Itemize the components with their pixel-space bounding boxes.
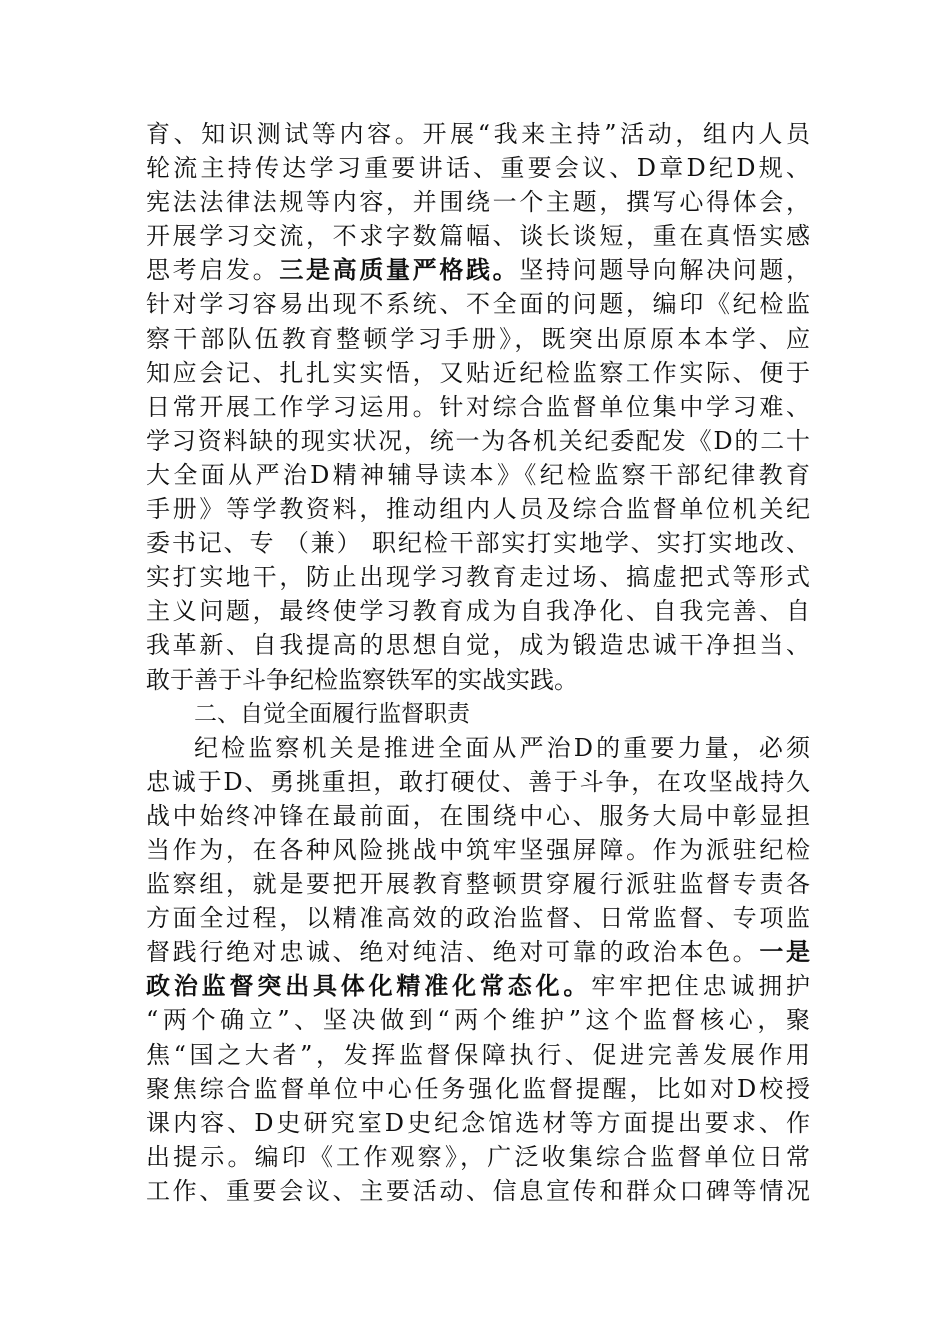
text-line: 大全面从严治D精神辅导读本》《纪检监察干部纪律教育 bbox=[146, 460, 810, 489]
text-line: 纪检监察机关是推进全面从严治D的重要力量，必须 bbox=[194, 733, 810, 762]
text-line: 开展学习交流，不求字数篇幅、谈长谈短，重在真悟实感 bbox=[146, 222, 810, 251]
text-line: 课内容、D史研究室D史纪念馆选材等方面提出要求、作 bbox=[146, 1108, 810, 1137]
text-line: 监察组，就是要把开展教育整顿贯穿履行派驻监督专责各 bbox=[146, 870, 810, 899]
text-line: “两个确立”、坚决做到“两个维护”这个监督核心，聚 bbox=[146, 1006, 810, 1035]
text-segment: 督践行绝对忠诚、绝对纯洁、绝对可靠的政治本色。 bbox=[146, 938, 760, 967]
text-line: 察干部队伍教育整顿学习手册》，既突出原原本本学、应 bbox=[146, 324, 810, 353]
text-line: 育、知识测试等内容。开展“我来主持”活动，组内人员 bbox=[146, 120, 810, 148]
text-line: 轮流主持传达学习重要讲话、重要会议、D章D纪D规、 bbox=[146, 154, 810, 183]
text-line: 委书记、专 （兼） 职纪检干部实打实地学、实打实地改、 bbox=[146, 529, 810, 558]
bold-phrase: 政治监督突出具体化精准化常态化。 bbox=[146, 971, 592, 1001]
text-line: 方面全过程，以精准高效的政治监督、日常监督、专项监 bbox=[146, 904, 810, 933]
text-line: 实打实地干，防止出现学习教育走过场、搞虚把式等形式 bbox=[146, 563, 810, 592]
document-body bbox=[146, 117, 810, 1208]
text-line: 主义问题，最终使学习教育成为自我净化、自我完善、自 bbox=[146, 597, 810, 626]
text-line: 工作、重要会议、主要活动、信息宣传和群众口碑等情况 bbox=[146, 1176, 810, 1205]
text-line: 出提示。编印《工作观察》，广泛收集综合监督单位日常 bbox=[146, 1142, 810, 1171]
text-segment: 坚持问题导向解决问题， bbox=[519, 256, 810, 285]
text-segment: 思考启发。 bbox=[146, 256, 280, 285]
text-line: 日常开展工作学习运用。针对综合监督单位集中学习难、 bbox=[146, 392, 810, 421]
text-line: 针对学习容易出现不系统、不全面的问题，编印《纪检监 bbox=[146, 290, 810, 319]
text-line bbox=[146, 969, 810, 1003]
section-heading: 二、自觉全面履行监督职责 bbox=[194, 700, 470, 727]
text-line: 学习资料缺的现实状况，统一为各机关纪委配发《D的二十 bbox=[146, 426, 810, 455]
text-line bbox=[146, 253, 810, 287]
bold-phrase: 一是 bbox=[759, 937, 810, 967]
text-line: 知应会记、扎扎实实悟，又贴近纪检监察工作实际、便于 bbox=[146, 358, 810, 387]
text-line: 焦“国之大者”，发挥监督保障执行、促进完善发展作用 bbox=[146, 1040, 810, 1069]
text-line bbox=[146, 935, 810, 969]
text-line: 当作为，在各种风险挑战中筑牢坚强屏障。作为派驻纪检 bbox=[146, 835, 810, 864]
bold-phrase: 三是高质量严格践。 bbox=[279, 255, 520, 285]
text-line: 手册》等学教资料，推动组内人员及综合监督单位机关纪 bbox=[146, 495, 810, 524]
text-line: 宪法法律法规等内容，并围绕一个主题，撰写心得体会， bbox=[146, 188, 810, 217]
text-line: 我革新、自我提高的思想自觉，成为锻造忠诚干净担当、 bbox=[146, 631, 810, 660]
text-line: 敢于善于斗争纪检监察铁军的实战实践。 bbox=[146, 665, 578, 694]
text-line: 忠诚于D、勇挑重担，敢打硬仗、善于斗争，在攻坚战持久 bbox=[146, 767, 810, 796]
text-line: 聚焦综合监督单位中心任务强化监督提醒，比如对D校授 bbox=[146, 1074, 810, 1103]
text-segment: 牢牢把住忠诚拥护 bbox=[591, 972, 810, 1001]
text-line: 战中始终冲锋在最前面，在围绕中心、服务大局中彰显担 bbox=[146, 801, 810, 830]
